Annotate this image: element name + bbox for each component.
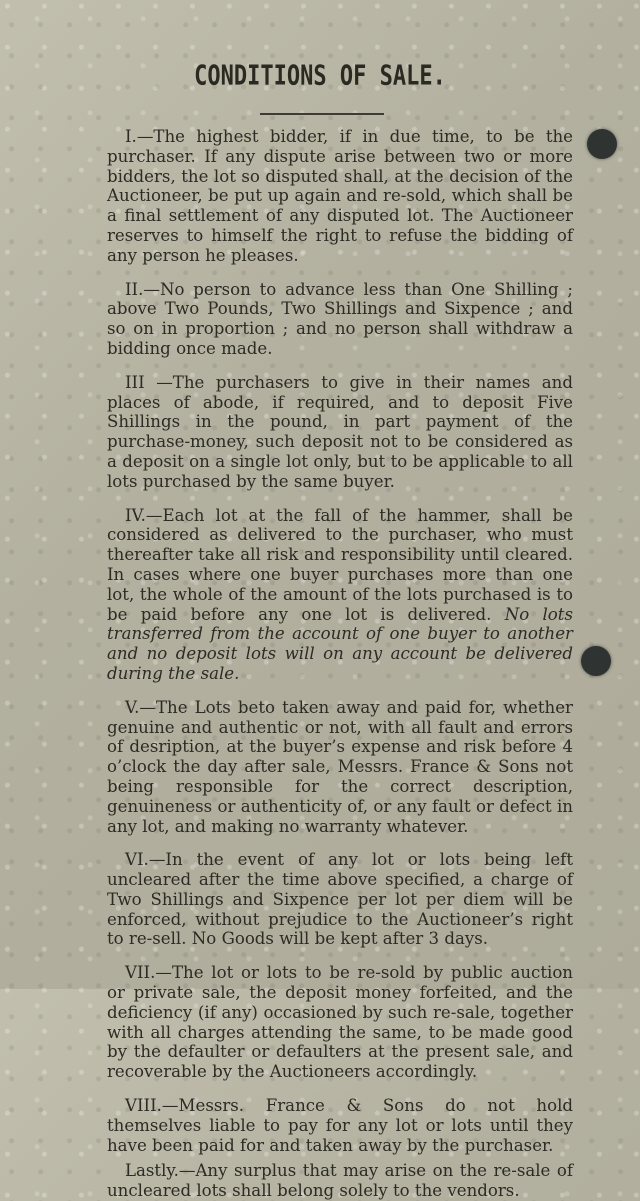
page-title: CONDITIONS OF SALE. (194, 60, 446, 93)
condition-lastly: Lastly.—Any surplus that may arise on the re-sale of uncleared lots shall belong solely to the vendors. (107, 1161, 573, 1201)
title-underline (260, 113, 384, 115)
condition-1: I.—The highest bidder, if in due time, to be the purchaser. If any dispute arise between two or more bidders, the lot so disputed shall, at the decision of the Auctioneer, be put up again and re-sold, which shall be a final settlement of any disputed lot. The Auctioneer reserves to himself the right to refuse the bidding of any person he pleases. (107, 127, 573, 265)
condition-4 (107, 506, 573, 684)
condition-4-text: IV.—Each lot at the fall of the hammer, shall be considered as delivered to the purchaser, who must thereafter take all risk and responsibility until cleared. In cases where one buyer purchases more than one lot, the whole of the amount of the lots purchased is to be paid before any one lot is delivered. (107, 505, 573, 624)
condition-8: VIII.—Messrs. France & Sons do not hold themselves liable to pay for any lot or lots until they have been paid for and taken away by the purchaser. (107, 1096, 573, 1155)
punch-hole (587, 129, 617, 159)
condition-2: II.—No person to advance less than One Shilling ; above Two Pounds, Two Shillings and Sixpence ; and so on in proportion ; and no person shall withdraw a bidding once made. (107, 279, 573, 358)
conditions-list (107, 127, 573, 1201)
condition-4-italic: No lots transferred from the account of one buyer to another and no deposit lots will on any account be delivered during the sale. (107, 604, 573, 683)
condition-3: III —The purchasers to give in their names and places of abode, if required, and to deposit Five Shillings in the pound, in part payment of the purchase-money, such deposit not to be considered as a deposit on a single lot only, but to be applicable to all lots purchased by the same buyer. (107, 372, 573, 491)
punch-hole (581, 646, 611, 676)
condition-7: VII.—The lot or lots to be re-sold by public auction or private sale, the deposit money forfeited, and the deficiency (if any) occasioned by such re-sale, together with all charges attending the same, to be made good by the defaulter or defaulters at the present sale, and recoverable by the Auctioneers accordingly. (107, 963, 573, 1082)
condition-5: V.—The Lots beto taken away and paid for, whether genuine and authentic or not, with all fault and errors of desription, at the buyer’s expense and risk before 4 o’clock the day after sale, Messrs. France & Sons not being responsible for the correct description, genuineness or authenticity of, or any fault or defect in any lot, and making no warranty whatever. (107, 697, 573, 836)
condition-6: VI.—In the event of any lot or lots being left uncleared after the time above specified, a charge of Two Shillings and Sixpence per lot per diem will be enforced, without prejudice to the Auctioneer’s right to re-sell. No Goods will be kept after 3 days. (107, 850, 573, 949)
